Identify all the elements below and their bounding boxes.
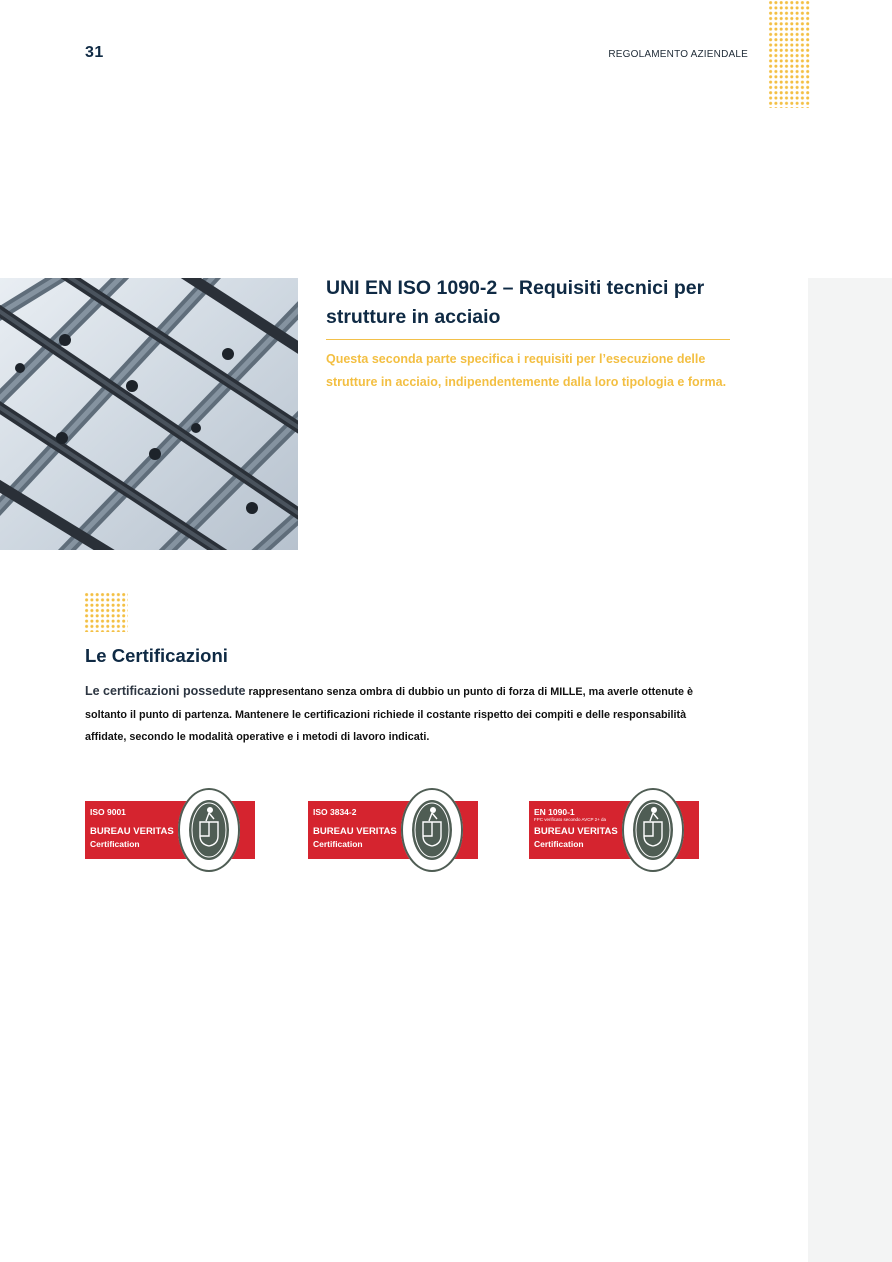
bureau-veritas-en-1090-1-logo [528, 786, 704, 874]
bureau-veritas-seal-icon [399, 786, 465, 874]
logo-certification-code: ISO 9001 [90, 807, 126, 817]
paragraph-text: rappresentano senza ombra di dubbio un punto di forza di [245, 686, 551, 698]
bureau-veritas-seal-icon [176, 786, 242, 874]
logo-certification-code: EN 1090-1 [534, 807, 575, 817]
dot-pattern-decoration [84, 592, 128, 632]
paragraph-lead: Le certificazioni possedute [85, 684, 246, 698]
document-title: REGOLAMENTO AZIENDALE [608, 49, 748, 60]
dot-pattern-decoration [768, 0, 810, 108]
logo-subtitle: FPC verificato secondo AVCP 2+ da [534, 817, 606, 822]
logo-type: Certification [313, 839, 363, 849]
bureau-veritas-iso-9001-logo [84, 786, 260, 874]
paragraph-text: , ma averle ottenute è soltanto il punto di partenza. Mantenere le certificazioni richiede il costante rispetto dei compiti e delle responsabilità affidate, secondo le modalità operative e i metodi di lavoro indicati. [85, 686, 694, 743]
logo-organization: BUREAU VERITAS [313, 826, 397, 837]
steel-structure-photo [0, 278, 298, 550]
logo-certification-code: ISO 3834-2 [313, 807, 357, 817]
bureau-veritas-seal-icon [620, 786, 686, 874]
certifications-paragraph [85, 680, 710, 749]
section-title: UNI EN ISO 1090-2 – Requisiti tecnici per strutture in acciaio [326, 277, 705, 328]
page-number: 31 [85, 44, 104, 61]
title-divider [326, 339, 730, 340]
company-name: MILLE [550, 686, 583, 698]
bureau-veritas-iso-3834-2-logo [307, 786, 483, 874]
side-panel [808, 278, 892, 1262]
section-lead: Questa seconda parte specifica i requisiti per l’esecuzione delle strutture in acciaio, indipendentemente dalla loro tipologia e forma. [326, 352, 727, 389]
logo-type: Certification [90, 839, 140, 849]
logo-organization: BUREAU VERITAS [90, 826, 174, 837]
certifications-heading: Le Certificazioni [85, 645, 228, 666]
logo-type: Certification [534, 839, 584, 849]
logo-organization: BUREAU VERITAS [534, 826, 618, 837]
